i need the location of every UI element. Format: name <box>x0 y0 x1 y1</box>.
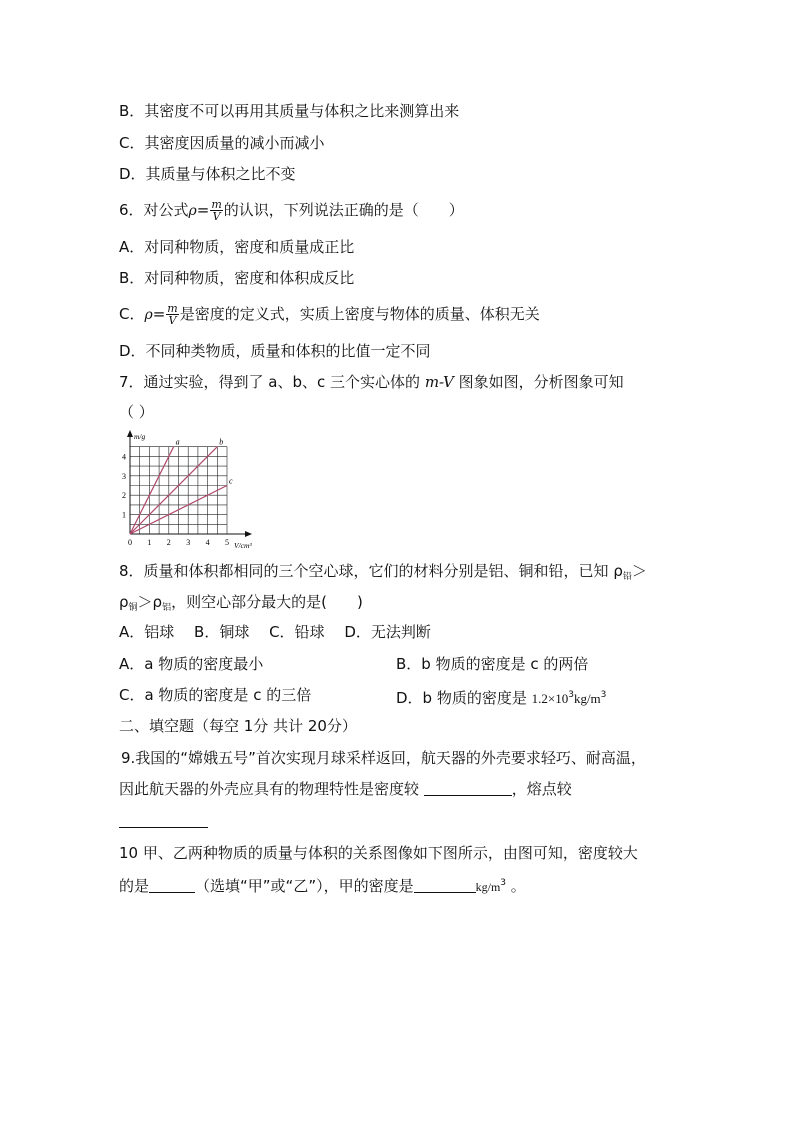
q9-blank-melting-point[interactable] <box>119 827 208 828</box>
q8-options: A．铝球 B．铜球 C．铅球 D．无法判断 <box>119 623 431 641</box>
q7-option-d-prefix: D．b 物质的密度是 <box>396 689 532 707</box>
q5-option-c: C．其密度因质量的减小而减小 <box>119 134 325 152</box>
q6-option-c-eq: = <box>152 305 166 323</box>
q8-sub-tong: 铜 <box>128 603 138 613</box>
x-tick-label: 1 <box>147 538 152 547</box>
q6-stem <box>119 199 464 222</box>
y-axis-label: m/g <box>134 432 146 441</box>
q8-sub-lv: 铝 <box>162 603 172 613</box>
q10-line2-a: 的是 <box>119 877 150 895</box>
x-tick-label: 5 <box>225 538 229 547</box>
section2-title: 二、填空题（每空 1分 共计 20分） <box>119 717 357 735</box>
q7-option-d-value: 1.2×10 <box>531 691 569 706</box>
series-line-b <box>130 447 217 534</box>
q8-gt1: ＞ <box>631 562 647 580</box>
q6-option-c <box>119 303 540 326</box>
q7-option-a: A．a 物质的密度最小 <box>119 655 264 673</box>
y-tick-label: 2 <box>122 491 126 501</box>
x-tick-label: 3 <box>186 538 191 547</box>
q10-end: 。 <box>506 877 526 895</box>
q8-stem-b: ，则空心部分最大的是( ) <box>171 593 363 611</box>
q7-option-d-unit: kg/m <box>573 691 601 706</box>
q9-line2-b: ，熔点较 <box>511 780 572 798</box>
series-label-b: b <box>219 437 224 447</box>
y-tick-label: 4 <box>122 452 126 462</box>
q6-option-c-denominator: V <box>168 314 177 327</box>
mv-chart <box>112 428 262 552</box>
q6-option-a: A．对同种物质，密度和质量成正比 <box>119 238 355 256</box>
q6-stem-suffix: 的认识，下列说法正确的是（ ） <box>223 201 464 219</box>
q6-option-b: B．对同种物质，密度和体积成反比 <box>119 269 355 287</box>
x-tick-label: 0 <box>128 538 132 547</box>
q10-unit-exp: 3 <box>500 878 507 888</box>
q6-option-c-prefix: C． <box>119 305 145 323</box>
q7-option-d-unit-exp: 3 <box>600 690 607 700</box>
q10-line2 <box>119 873 526 897</box>
q6-option-c-fraction <box>166 303 178 326</box>
q9-blank-density[interactable] <box>424 781 512 796</box>
x-tick-label: 2 <box>166 538 171 547</box>
y-tick-label: 1 <box>122 510 126 520</box>
x-axis-label: V/cm³ <box>234 541 252 550</box>
q7-stem-a: 7．通过实验，得到了 a、b、c 三个实心体的 <box>119 373 425 391</box>
q8-sub-qian: 铅 <box>622 572 632 582</box>
q7-answer-paren: （ ） <box>119 403 154 421</box>
q8-rho2: ρ <box>119 593 129 611</box>
q7-option-b: B．b 物质的密度是 c 的两倍 <box>396 655 589 673</box>
q7-option-c: C．a 物质的密度是 c 的三倍 <box>119 686 312 704</box>
q10-blank-denser[interactable] <box>149 878 195 893</box>
q10-unit: kg/m <box>475 880 501 894</box>
q7-option-d-exp: 3 <box>568 690 574 700</box>
q6-option-d: D．不同种类物质，质量和体积的比值一定不同 <box>119 342 431 360</box>
q8-stem-a: 8．质量和体积都相同的三个空心球，它们的材料分别是铝、铜和铅，已知 ρ <box>119 562 623 580</box>
series-label-c: c <box>229 476 233 486</box>
q8-gt2: ＞ρ <box>137 593 163 611</box>
q10-line1: 10 甲、乙两种物质的质量与体积的关系图像如下图所示，由图可知，密度较大 <box>119 844 638 862</box>
q6-formula-fraction <box>210 199 222 222</box>
q5-option-d: D．其质量与体积之比不变 <box>119 165 296 183</box>
q9-line2 <box>119 779 572 799</box>
q7-stem <box>119 372 624 392</box>
q6-formula-denominator: V <box>212 210 221 223</box>
y-axis-arrow <box>127 430 133 437</box>
q6-option-c-suffix: 是密度的定义式，实质上密度与物体的质量、体积无关 <box>179 305 540 323</box>
q6-option-c-rho: ρ <box>144 307 153 323</box>
x-axis-arrow <box>245 531 252 537</box>
q6-formula-numerator: m <box>211 198 222 211</box>
q6-option-c-numerator: m <box>167 302 178 315</box>
q6-stem-prefix: 6．对公式 <box>119 201 189 219</box>
q10-blank-density-value[interactable] <box>414 878 476 893</box>
x-tick-label: 4 <box>205 538 210 547</box>
series-line-a <box>130 447 174 534</box>
q6-formula-rho: ρ <box>188 203 197 219</box>
q9-line2-a: 因此航天器的外壳应具有的物理特性是密度较 <box>119 780 424 798</box>
q8-stem-line2 <box>119 592 363 618</box>
series-label-a: a <box>175 437 180 447</box>
y-tick-label: 3 <box>122 471 126 481</box>
q10-line2-b: （选填“甲”或“乙”），甲的密度是 <box>195 877 414 895</box>
q9-line1: 9.我国的“嫦娥五号”首次实现月球采样返回，航天器的外壳要求轻巧、耐高温， <box>121 749 646 767</box>
q7-stem-mv: m-V <box>424 373 454 391</box>
q7-option-d <box>396 685 606 709</box>
q8-stem-line1 <box>119 561 647 587</box>
q7-stem-b: 图象如图，分析图象可知 <box>453 373 624 391</box>
q6-formula-eq: = <box>196 201 210 219</box>
q5-option-b: B．其密度不可以再用其质量与体积之比来测算出来 <box>119 102 460 120</box>
